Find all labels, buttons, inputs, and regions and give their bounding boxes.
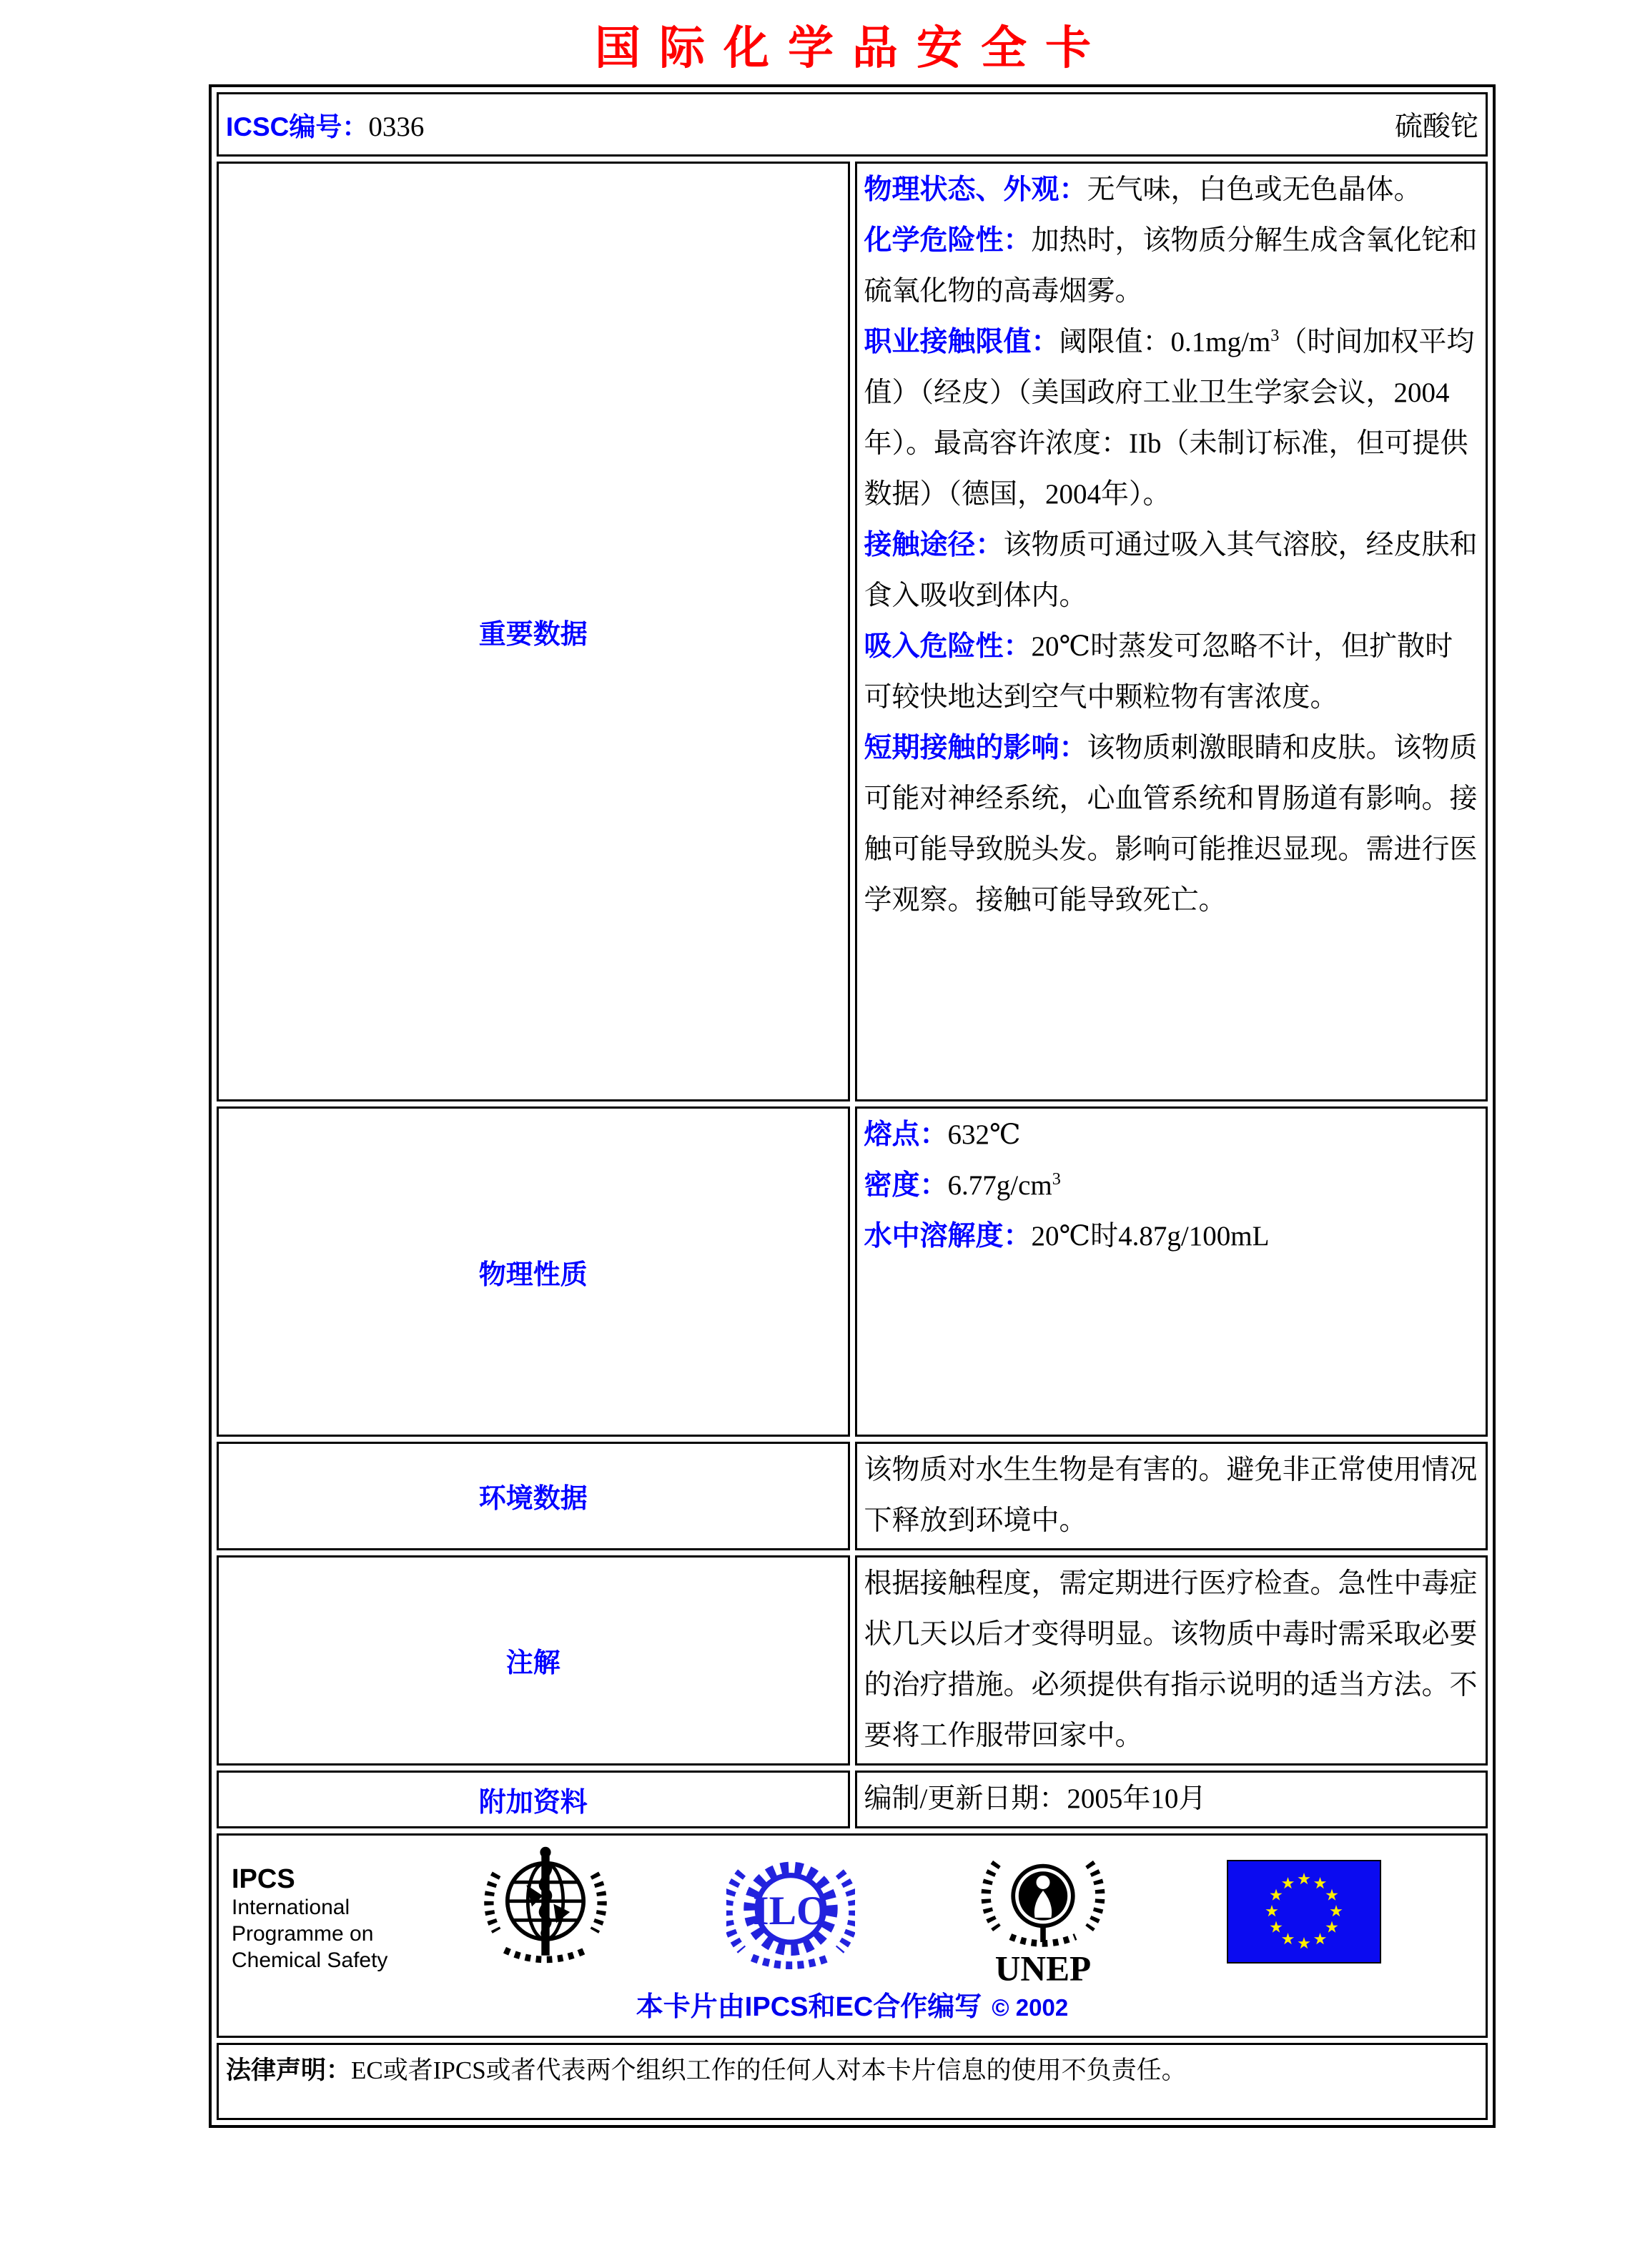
unep-logo-icon: [975, 1844, 1111, 1987]
environmental-data-row: [217, 1442, 1488, 1550]
entry-label: 吸入危险性：: [864, 630, 1032, 662]
entry-update-date: 编制/更新日期：2005年10月: [864, 1783, 1207, 1814]
entry-text: 加热时，该物质分解生成含氧化铊和硫氧化物的高毒烟雾。: [864, 224, 1478, 307]
ipcs-line3: Chemical Safety: [232, 1948, 388, 1972]
additional-info-content: [855, 1771, 1488, 1828]
entry-short-term-effects: [864, 723, 1479, 926]
entry-label: 水中溶解度：: [864, 1220, 1032, 1252]
icsc-number-label: ICSC编号：: [226, 112, 369, 142]
logos-strip: [226, 1840, 1478, 1987]
entry-environmental: 该物质对水生生物是有害的。避免非正常使用情况下释放到环境中。: [864, 1455, 1478, 1536]
entry-text: 20℃时蒸发可忽略不计，但扩散时可较快地达到空气中颗粒物有害浓度。: [864, 630, 1453, 713]
entry-text: 无气味，白色或无色晶体。: [1087, 174, 1422, 205]
additional-info-row: [217, 1771, 1488, 1828]
notes-section-label: 注解: [217, 1555, 850, 1766]
entry-label: 熔点：: [864, 1119, 948, 1150]
legal-cell: [217, 2043, 1488, 2120]
ipcs-acronym: IPCS: [232, 1863, 295, 1894]
entry-text: 该物质刺激眼睛和皮肤。该物质可能对神经系统，心血管系统和胃肠道有影响。接触可能导致脱头发。影响可能推迟显现。需进行医学观察。接触可能导致死亡。: [864, 732, 1478, 916]
entry-text: 6.77g/cm: [947, 1169, 1052, 1201]
entry-text: 20℃时4.87g/100mL: [1031, 1220, 1270, 1252]
entry-water-solubility: [864, 1212, 1479, 1262]
entry-label: 接触途径：: [864, 529, 1004, 560]
physical-properties-content: [855, 1106, 1488, 1437]
chemical-name: 硫酸铊: [1394, 112, 1478, 142]
caption-text: 本卡片由IPCS和EC合作编写: [636, 1991, 982, 2022]
entry-label: 密度：: [864, 1169, 948, 1201]
logos-row: [217, 1833, 1488, 2038]
environmental-data-content: [855, 1442, 1488, 1550]
important-data-section-label: 重要数据: [217, 162, 850, 1101]
entry-melting-point: [864, 1110, 1479, 1161]
cooperation-caption: [226, 1984, 1478, 2024]
icsc-number-group: [226, 105, 424, 144]
environmental-data-section-label: 环境数据: [217, 1442, 850, 1550]
who-logo-icon: [478, 1844, 613, 1980]
superscript-3: 3: [1052, 1169, 1061, 1189]
header-row: [217, 92, 1488, 157]
entry-notes: 根据接触程度，需定期进行医疗检查。急性中毒症状几天以后才变得明显。该物质中毒时需采取必要的治疗措施。必须提供有指示说明的适当方法。不要将工作服带回家中。: [864, 1568, 1478, 1751]
entry-exposure-routes: [864, 520, 1479, 622]
ilo-logo-icon: [726, 1847, 855, 1976]
entry-occupational-limits: [864, 317, 1479, 520]
entry-text: 阈限值：0.1mg/m: [1059, 326, 1271, 357]
entry-label: 化学危险性：: [864, 224, 1032, 256]
icsc-number-value: 0336: [368, 112, 425, 142]
important-data-content: [855, 162, 1488, 1101]
legal-row: [217, 2043, 1488, 2120]
icsc-card-sheet: [209, 11, 1496, 2128]
ipcs-line1: International: [232, 1896, 350, 1920]
superscript-3: 3: [1270, 325, 1280, 345]
logos-cell: [217, 1833, 1488, 2038]
entry-text: 该物质可通过吸入其气溶胶，经皮肤和食入吸收到体内。: [864, 529, 1478, 611]
entry-inhalation-risk: [864, 622, 1479, 723]
physical-properties-section-label: 物理性质: [217, 1106, 850, 1437]
entry-text: 632℃: [947, 1119, 1021, 1150]
page-title: 国际化学品安全卡: [595, 22, 1110, 74]
entry-physical-state: [864, 165, 1479, 216]
legal-notice-label: 法律声明：: [226, 2056, 352, 2084]
notes-row: [217, 1555, 1488, 1766]
physical-properties-row: [217, 1106, 1488, 1437]
notes-content: [855, 1555, 1488, 1766]
additional-info-section-label: 附加资料: [217, 1771, 850, 1828]
entry-text-continued: （时间加权平均值）（经皮）（美国政府工业卫生学家会议，2004年）。最高容许浓度：IIb（未制订标准，但可提供数据）（德国，2004年）。: [864, 326, 1475, 510]
entry-label: 物理状态、外观：: [864, 174, 1087, 205]
entry-label: 短期接触的影响：: [864, 732, 1087, 763]
entry-density: [864, 1161, 1479, 1212]
ilo-logo-text: ILO: [753, 1888, 829, 1933]
icsc-card-table: [209, 84, 1496, 2128]
legal-notice-text: EC或者IPCS或者代表两个组织工作的任何人对本卡片信息的使用不负责任。: [351, 2056, 1187, 2084]
entry-chemical-danger: [864, 216, 1479, 317]
eu-flag-icon: [1227, 1860, 1381, 1964]
header-cell: [217, 92, 1488, 157]
entry-label: 职业接触限值：: [864, 326, 1059, 357]
ipcs-text-block: [232, 1864, 387, 1974]
important-data-row: [217, 162, 1488, 1101]
ipcs-line2: Programme on: [232, 1922, 374, 1946]
unep-logo-text: UNEP: [994, 1948, 1092, 1987]
copyright-text: © 2002: [992, 1994, 1069, 2021]
